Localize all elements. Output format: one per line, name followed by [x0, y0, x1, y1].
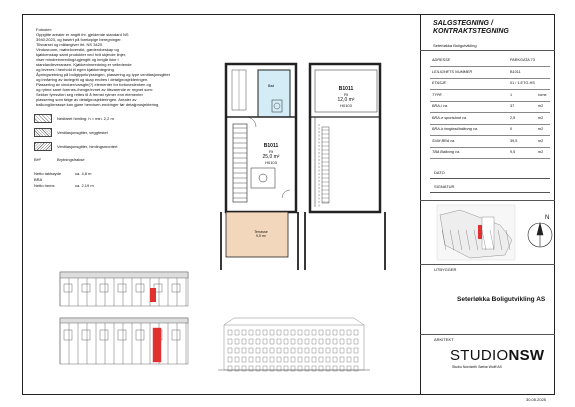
unit-highlight-marker: [153, 328, 161, 362]
ground-unit-type: Rt: [269, 149, 273, 154]
property-value: 0: [510, 127, 513, 131]
title-block-heading: SALGSTEGNING / KONTRAKTSTEGNING: [433, 20, 509, 35]
footnote-line: og innføring av tavlegritt og skap endres i detaljprosjekteringen.: [36, 77, 149, 82]
property-value: 9,5: [510, 150, 516, 154]
property-unit: m2: [538, 150, 544, 154]
property-value: B1011: [510, 69, 521, 74]
footnote-line: Tilsvarsel og målangiver iht. NS 3420.: [36, 42, 104, 47]
property-value: 2,5: [510, 115, 516, 120]
divider: [420, 264, 555, 265]
logo-part-studio: STUDIO: [450, 347, 509, 364]
property-row: [430, 125, 550, 136]
property-row: [430, 148, 550, 159]
divider: [430, 178, 550, 179]
property-value: 39,5: [510, 138, 518, 143]
footnote-line: Sekker fyrrsvilen seg rettes til å fremst rytmer enn elementer: [36, 92, 143, 97]
property-unit: m2: [538, 127, 544, 131]
developer-label: UTBYGGER: [434, 267, 457, 272]
footnote-line: plassering som følge av detaljprosjekteringen. Arealer av: [36, 97, 137, 102]
property-key: ADRESSE: [432, 58, 451, 62]
logo-part-nsw: NSW: [508, 347, 545, 364]
ground-unit-area: 25,0 m²: [262, 154, 280, 160]
property-key: ETASJE: [432, 81, 447, 85]
property-row: [430, 102, 550, 113]
footnote-line: og rytme samt forenes-/henge/evnet av tilsvarende er regnet som:: [36, 87, 153, 92]
mezz-unit-code: H0103: [340, 103, 352, 108]
key-plan-site: [60, 272, 188, 364]
divider: [420, 200, 555, 201]
property-unit: rome: [538, 92, 547, 97]
property-key: TBA Balkong ca.: [432, 150, 461, 154]
signature-label: SIGNATUR: [434, 184, 455, 189]
footnote-line: Åpningsretning på boligtypekryssingen, plassering og type ventilasjonsgitter: [36, 72, 171, 77]
footnote-line: balkong/terrasse kan gjøre henvisen-endringer før detaljprosjektering.: [36, 102, 160, 107]
ground-unit-id: B1011: [263, 143, 279, 149]
property-key: BRA-b inngløst/balkong ca.: [432, 127, 479, 131]
property-row: [430, 114, 550, 125]
property-key: LEILIGHETS NUMMER: [432, 69, 473, 74]
footnote-line: kjøkkenskap samt produkter ved hvit skjevde linjer,: [36, 52, 127, 57]
bath-label: Bad: [268, 84, 275, 88]
ground-floor-plan: [221, 64, 298, 270]
footnote-line: og leveres i henhold til egen kjøkkentegning.: [36, 67, 115, 72]
property-key: TYPE: [432, 92, 442, 97]
property-row: [430, 56, 550, 67]
divider: [420, 334, 555, 335]
ground-room-label: [258, 143, 284, 165]
drawing-date: 30.05.2025: [526, 397, 547, 402]
footnote-line: Plassering av vinduer/varsgte(?) elementer for fortoneslenken og: [36, 82, 151, 87]
property-key: BRA-i ca.: [432, 104, 449, 108]
height-value-ceiling: ca. 4,8 m: [75, 171, 92, 176]
developer-company-name: Seterløkka Boligutvikling AS: [457, 296, 546, 303]
property-unit: m2: [538, 115, 544, 120]
date-label: DATO: [434, 170, 445, 175]
height-label-mezz: Netto hems: [34, 183, 55, 188]
legend-label-ceiling-vent: Ventilasjonsgitter, himlingsmontert: [57, 144, 118, 149]
legend-label-lowered-ceiling: Nedfaret himling: h = min. 2,2 m: [57, 116, 114, 121]
property-key: BRA-e sportsbod ca.: [432, 115, 468, 120]
property-row: [430, 91, 550, 102]
mezz-unit-id: B1011: [338, 86, 354, 92]
terrace-name: Terrasse: [254, 230, 268, 234]
height-value-mezz: ca. 2,19 m: [75, 183, 94, 188]
property-row: [430, 137, 550, 148]
mezz-unit-type: Rt: [344, 92, 348, 97]
footnote-line: Vindusroom, møbeloversikt, garderobeskap og: [36, 47, 119, 52]
height-label-ceiling: Netto takhøyde: [34, 171, 62, 176]
property-key: SUM BRA ca.: [432, 138, 456, 143]
property-row: [430, 79, 550, 90]
legend-symbol: BH²: [34, 157, 41, 162]
legend-label-breaker: Brytningsfrakse: [57, 157, 85, 162]
bathroom-area: [258, 70, 290, 117]
architect-label: ARKITEKT: [434, 337, 454, 342]
footnote-line: standardleveransen. Kjøkkeninnredning er veiledende: [36, 62, 132, 67]
property-value: 37: [510, 104, 515, 108]
height-label-bra: BRA: [34, 177, 43, 182]
property-unit: m2: [538, 104, 544, 108]
architect-logo-subtitle: Studio Nordseth Sæbø Wolff AS: [452, 365, 502, 369]
property-value: PARKGATA 73: [510, 58, 535, 62]
footnote-line: viser mindreinnreding/ugjengitt og inngår ikke i: [36, 57, 119, 62]
divider: [430, 192, 550, 193]
property-value: 01 / 1.ETG-HS: [510, 81, 535, 85]
title-block-subtitle: Seterløkka Boligutvikling: [433, 43, 477, 48]
mezz-unit-area: 12,0 m²: [337, 97, 355, 103]
terrace-label: [252, 230, 270, 238]
footnote-line: 3940:2023, og basert på foreløpige beregninger.: [36, 37, 122, 42]
legend-label-wall-vent: Ventilasjonsgitter, veggfestet: [57, 130, 108, 135]
mezz-room-label: [333, 86, 359, 108]
ground-unit-code: H0103: [265, 160, 277, 165]
building-elevation: [218, 318, 370, 371]
property-row: [430, 68, 550, 79]
divider: [420, 50, 555, 51]
footnote-line: Fotnoter:: [36, 27, 53, 32]
unit-highlight-marker-upper: [150, 288, 156, 302]
property-value: 1: [510, 92, 513, 97]
terrace-area: 9,5 m²: [256, 234, 266, 238]
property-unit: m2: [538, 138, 544, 143]
footnote-line: Oppgitte arealer er angitt iht. gjeldende standard NS: [36, 32, 129, 37]
compass-north-label: N: [545, 215, 550, 221]
architect-logo: [450, 347, 544, 364]
